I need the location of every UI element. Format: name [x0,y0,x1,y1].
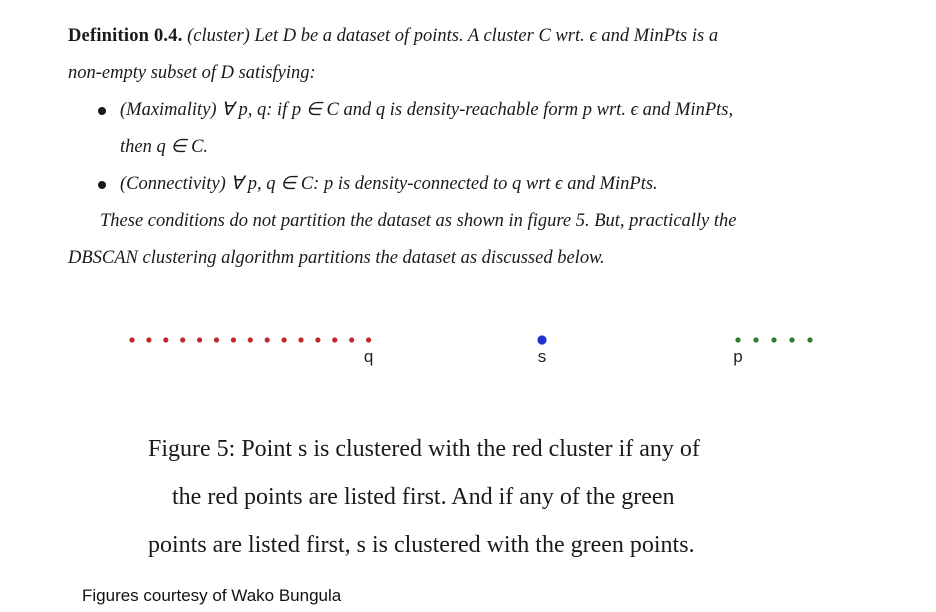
figure-credit: Figures courtesy of Wako Bungula [82,586,342,605]
red-cluster-point [180,337,185,342]
definition-text-2: non-empty subset of D satisfying: [68,63,316,83]
point-label-s: s [537,347,547,366]
definition-line-1 [68,18,876,55]
bullet-marker [98,181,106,189]
center-point-s [537,335,546,344]
point-label-q: q [363,347,374,366]
red-cluster-point [231,337,236,342]
paragraph-text-1: These conditions do not partition the dataset as shown in figure 5. But, practically the [100,211,737,231]
caption-line-1: Figure 5: Point s is clustered with the red cluster if any of [148,436,700,462]
green-cluster-point [789,337,794,342]
red-cluster-point [366,337,371,342]
definition-block [68,18,876,277]
green-cluster-point [753,337,758,342]
green-cluster-point [735,337,740,342]
bullet-connectivity-text: (Connectivity) ∀ p, q ∈ C: p is density-connected to q wrt ϵ and MinPts. [120,174,658,194]
red-cluster-point [282,337,287,342]
red-cluster-point [298,337,303,342]
bullet-maximality [68,92,876,129]
bullet-marker [98,107,106,115]
red-cluster-point [248,337,253,342]
green-cluster-point [771,337,776,342]
red-cluster-point [349,337,354,342]
definition-line-2 [68,55,876,92]
paragraph-line-1 [68,203,876,240]
red-cluster-point [146,337,151,342]
red-cluster-point [265,337,270,342]
red-cluster-point [214,337,219,342]
bullet-maximality-text: (Maximality) ∀ p, q: if p ∈ C and q is density-reachable form p wrt. ϵ and MinPts, [120,100,734,120]
green-cluster-point [807,337,812,342]
bullet-connectivity [68,166,876,203]
bullet-maximality-text-2: then q ∈ C. [120,137,209,157]
paragraph-text-2: DBSCAN clustering algorithm partitions the dataset as discussed below. [68,248,605,268]
bullet-maximality-continuation [68,129,876,166]
definition-text-1: (cluster) Let D be a dataset of points. A cluster C wrt. ϵ and MinPts is a [187,26,719,46]
paragraph-line-2 [68,240,876,277]
red-cluster-point [332,337,337,342]
figure-5-diagram [0,318,936,378]
red-cluster-point [163,337,168,342]
figure-caption [148,425,828,569]
point-label-p: p [733,347,743,366]
red-cluster-point [129,337,134,342]
red-cluster-point [315,337,320,342]
definition-label: Definition 0.4. [68,26,183,46]
red-cluster-point [197,337,202,342]
caption-line-2: the red points are listed first. And if any of the green [172,484,675,510]
caption-line-3: points are listed first, s is clustered with the green points. [148,532,695,558]
